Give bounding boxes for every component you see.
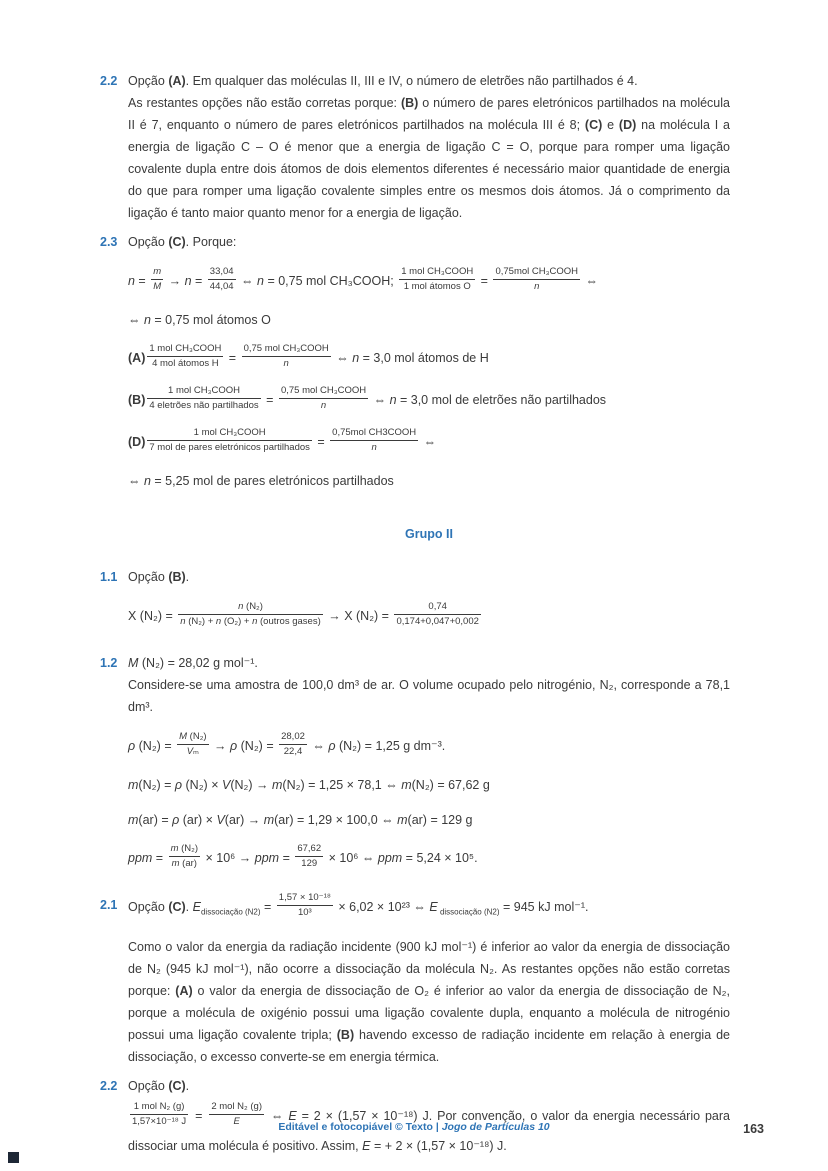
subscript-text: dissociação (N2) xyxy=(200,907,261,917)
italic-variable: n xyxy=(352,350,360,365)
italic-variable: ppm xyxy=(128,850,153,865)
italic-variable: n xyxy=(238,601,244,612)
section-heading: Grupo II xyxy=(405,527,453,541)
fraction-denominator: m (ar) xyxy=(171,858,197,869)
fraction-denominator xyxy=(330,441,418,454)
fraction-numerator: 1 mol N₂ (g) xyxy=(130,1101,188,1115)
paragraph: M (N₂) = 28,02 g mol⁻¹. xyxy=(128,656,258,670)
fraction-denominator: n (N₂) + n (O₂) + n (outros gases) xyxy=(180,616,321,627)
bold-text: (A) xyxy=(128,350,146,365)
italic-variable: n xyxy=(128,273,135,288)
bold-text: (A) xyxy=(168,74,186,88)
fraction xyxy=(169,843,200,870)
italic-variable: E xyxy=(192,899,201,914)
italic-variable: E xyxy=(288,1109,297,1123)
solution-item xyxy=(100,894,730,1068)
italic-variable: E xyxy=(429,899,438,914)
fraction-denominator: 4 mol átomos H xyxy=(152,358,219,369)
formula-line: n = $\frac{m}{M}$ → n = $\frac{33,04}{44,04}$ ⇔ n = 0,75 mol CH₃COOH; $\frac{\text{1 mol CH₃COOH}}{\text{1 mol átomos O}}$ = $\frac{\text{0,75mol CH₃COOH}}{n}$ ⇔ xyxy=(128,266,598,292)
fraction xyxy=(279,731,307,758)
fraction-numerator: M (N₂) xyxy=(177,731,208,745)
fraction-numerator: 1 mol CH₃COOH xyxy=(147,427,312,441)
bold-text: (D) xyxy=(128,434,146,449)
fraction-denominator: 44,04 xyxy=(209,281,234,292)
italic-variable: ppm xyxy=(377,850,403,865)
italic-variable: n xyxy=(215,616,222,627)
bold-text: (C) xyxy=(168,1079,186,1093)
bold-text: (B) xyxy=(336,1028,355,1042)
italic-variable: n xyxy=(252,616,258,627)
fraction-numerator: 0,75 mol CH₃COOH xyxy=(242,343,331,357)
italic-variable: ρ xyxy=(172,813,180,827)
formula-line: (B) $\frac{\text{1 mol CH₃COOH}}{\text{4 eletrões não partilhados}}$ = $\frac{\text{0,75 mol CH₃COOH}}{n}$ ⇔ n = 3,0 mol de eletrões não partilhados xyxy=(128,385,607,411)
fraction-denominator: 22,4 xyxy=(283,746,303,757)
formula-line-continuation: ⇔ n = 0,75 mol átomos O xyxy=(128,313,271,327)
fraction xyxy=(177,731,208,758)
fraction-numerator xyxy=(151,266,163,280)
bold-text: (C) xyxy=(168,235,186,249)
italic-variable: m xyxy=(271,778,283,792)
italic-variable: M xyxy=(153,281,162,292)
formula-line: Opção (C). $E_{dissociação (N2)}$ = $\frac{\text{1,57 × 10⁻¹⁸}}{\text{10³}}$ × 6,02 × 10²³ ⇔ E $_{dissociação (N2)}$ = 945 kJ mol⁻¹. xyxy=(128,892,589,918)
italic-variable: E xyxy=(233,1116,240,1128)
item-number: 2.2 xyxy=(100,1079,118,1093)
paragraph: Como o valor da energia da radiação incidente (900 kJ mol⁻¹) é inferior ao valor da energia de dissociação de N₂ (945 kJ mol⁻¹), não ocorre a dissociação da molécula N₂. As restantes opções não estão corretas porque: (A) o valor da energia de dissociação de O₂ é inferior ao valor da energia de dissociação de N₂, porque a molécula de oxigénio possui uma ligação covalente dupla, enquanto a molécula de nitrogénio possui uma ligação covalente tripla; (B) havendo excesso de radiação incidente em relação à energia de dissociação, o excesso converte-se em energia térmica. xyxy=(128,940,730,1064)
formula-line: ppm = $\frac{\text{m (N₂)}}{m (ar)}$ × 10⁶ → ppm = $\frac{67,62}{129}$ × 10⁶ ⇔ ppm = 5,24 × 10⁵. xyxy=(128,843,478,869)
fraction xyxy=(151,266,163,293)
fraction-numerator: 67,62 xyxy=(295,843,323,857)
italic-variable: n xyxy=(257,273,264,288)
subscript-text: dissociação (N2) xyxy=(437,907,500,917)
italic-variable: n xyxy=(371,442,377,453)
formula-line: X (N₂) = $\frac{\text{n (N₂)}}{\text{n (N₂) + n (O₂) + n (outros gases)}}$ → X (N₂) = $\frac{0,74}{0,174+0,047+0,002}$ xyxy=(128,601,479,627)
fraction-numerator: 1 mol CH₃COOH xyxy=(147,343,223,357)
bold-text: (A) xyxy=(175,984,193,998)
fraction xyxy=(493,266,580,293)
fraction-denominator: 1 mol átomos O xyxy=(403,281,471,292)
italic-variable: n xyxy=(143,474,151,488)
solution-item xyxy=(100,1075,730,1161)
italic-variable: m xyxy=(401,778,412,792)
page-number: 163 xyxy=(743,1122,764,1136)
fraction xyxy=(178,601,322,628)
italic-variable: n xyxy=(534,281,540,292)
fraction xyxy=(399,266,475,293)
bold-text: (B) xyxy=(168,570,186,584)
fraction xyxy=(295,843,323,870)
solution-item xyxy=(100,566,730,645)
bold-text: (C) xyxy=(168,899,186,914)
fraction-denominator xyxy=(242,357,331,370)
bold-text: (B) xyxy=(400,96,419,110)
solution-item xyxy=(100,70,730,224)
solution-item xyxy=(100,652,730,887)
content xyxy=(100,70,730,1168)
solution-item xyxy=(100,231,730,506)
item-number: 2.2 xyxy=(100,74,118,88)
fraction xyxy=(330,427,418,454)
footer-book-title: Jogo de Partículas 10 xyxy=(441,1121,550,1133)
fraction xyxy=(394,601,480,628)
page-corner-mark xyxy=(8,1152,19,1163)
item-number: 2.1 xyxy=(100,898,118,912)
item-body xyxy=(128,513,730,559)
fraction-numerator: 0,75mol CH3COOH xyxy=(330,427,418,441)
italic-variable: m xyxy=(397,813,408,827)
paragraph: Opção (C). Porque: xyxy=(128,235,237,249)
fraction-denominator xyxy=(151,280,163,293)
formula-line: ρ (N₂) = $\frac{\text{M (N₂)}}{\text{Vₘ}}$ → ρ (N₂) = $\frac{28,02}{22,4}$ ⇔ ρ (N₂) = 1,25 g dm⁻³. xyxy=(128,731,446,757)
fraction xyxy=(277,892,333,919)
fraction-numerator: n (N₂) xyxy=(178,601,322,615)
solution-item xyxy=(100,513,730,559)
fraction-numerator: 1 mol CH₃COOH xyxy=(147,385,260,399)
italic-variable: V xyxy=(221,778,231,792)
italic-variable: m xyxy=(171,858,180,869)
fraction-numerator: 2 mol N₂ (g) xyxy=(209,1101,264,1115)
fraction xyxy=(147,427,312,454)
fraction xyxy=(279,385,368,412)
italic-variable: m xyxy=(128,778,139,792)
paragraph: As restantes opções não estão corretas porque: (B) o número de pares eletrónicos partilhados na molécula II é 7, enquanto o número de pares eletrónicos partilhados na molécula III é 8; (C) e (D) na molécula I a energia de ligação C – O é menor que a energia de ligação C = O, porque para romper uma ligação covalente dupla entre dois átomos de dois elementos diferentes é necessário maior quantidade de energia do que para romper uma ligação covalente simples entre os mesmos dois átomos. Já o comprimento da ligação é tanto maior quanto menor for a energia de ligação. xyxy=(128,96,730,220)
italic-variable: V xyxy=(186,746,194,757)
fraction xyxy=(208,266,236,293)
italic-variable: n xyxy=(143,313,151,327)
bold-text: (B) xyxy=(128,392,146,407)
formula-paragraph: $\frac{\text{1 mol N₂ (g)}}{\text{1,57×10⁻¹⁸ J}}$ = $\frac{\text{2 mol N₂ (g)}}{E}$ ⇔ E = 2 × (1,57 × 10⁻¹⁸) J. Por convenção, o valor da energia necessário para dissociar uma molécula é positivo. Assim, E = + 2 × (1,57 × 10⁻¹⁸) J. xyxy=(128,1101,730,1153)
footer-text: Editável e fotocopiável © Texto | xyxy=(278,1121,442,1133)
fraction-numerator: 33,04 xyxy=(208,266,236,280)
italic-variable: n xyxy=(320,400,327,411)
fraction-denominator xyxy=(493,280,580,293)
item-body xyxy=(128,894,730,1068)
fraction-denominator: 10³ xyxy=(297,907,312,918)
fraction-denominator: 1,57×10⁻¹⁸ J xyxy=(132,1116,187,1128)
italic-variable: M xyxy=(179,731,188,742)
fraction-numerator: 0,75mol CH₃COOH xyxy=(493,266,580,280)
fraction-denominator: 0,174+0,047+0,002 xyxy=(396,616,479,627)
item-number: 2.3 xyxy=(100,235,118,249)
italic-variable: n xyxy=(184,273,192,288)
formula-line-continuation: ⇔ n = 5,25 mol de pares eletrónicos partilhados xyxy=(128,474,394,488)
fraction-denominator xyxy=(279,399,368,412)
bold-text: (C) xyxy=(584,118,603,132)
fraction-numerator: 28,02 xyxy=(279,731,307,745)
italic-variable: V xyxy=(216,813,225,827)
item-body xyxy=(128,70,730,224)
italic-variable: ρ xyxy=(174,778,183,792)
italic-variable: E xyxy=(362,1139,371,1153)
italic-variable: m xyxy=(153,266,162,277)
fraction xyxy=(242,343,331,370)
italic-variable: m xyxy=(128,813,139,827)
italic-variable: n xyxy=(389,392,397,407)
fraction-numerator: 1,57 × 10⁻¹⁸ xyxy=(277,892,333,906)
fraction-denominator: 4 eletrões não partilhados xyxy=(149,400,259,411)
fraction-numerator: 0,75 mol CH₃COOH xyxy=(279,385,368,399)
paragraph: Opção (C). xyxy=(128,1079,190,1093)
italic-variable: ρ xyxy=(230,738,238,753)
italic-variable: n xyxy=(283,358,289,369)
item-number: 1.2 xyxy=(100,656,118,670)
paragraph: Opção (B). xyxy=(128,570,190,584)
paragraph: Considere-se uma amostra de 100,0 dm³ de ar. O volume ocupado pelo nitrogénio, N₂, corresponde a 78,1 dm³. xyxy=(128,678,730,714)
bold-text: (D) xyxy=(618,118,637,132)
page-footer xyxy=(0,1121,828,1133)
italic-variable: m xyxy=(170,843,179,854)
italic-variable: ρ xyxy=(328,738,336,753)
italic-variable: M xyxy=(128,656,139,670)
italic-variable: ρ xyxy=(128,738,136,753)
formula-line: m(N₂) = ρ (N₂) × V(N₂) → m(N₂) = 1,25 × 78,1 ⇔ m(N₂) = 67,62 g xyxy=(128,778,490,792)
fraction xyxy=(147,343,223,370)
formula-line: (D) $\frac{\text{1 mol CH₃COOH}}{\text{7 mol de pares eletrónicos partilhados}}$ = $\frac{\text{0,75mol CH3COOH}}{n}$ ⇔ xyxy=(128,427,437,453)
item-body xyxy=(128,652,730,887)
formula-line: m(ar) = ρ (ar) × V(ar) → m(ar) = 1,29 × 100,0 ⇔ m(ar) = 129 g xyxy=(128,813,473,827)
italic-variable: ppm xyxy=(254,850,280,865)
fraction xyxy=(147,385,260,412)
fraction-numerator: 0,74 xyxy=(394,601,480,615)
item-number: 1.1 xyxy=(100,570,118,584)
fraction-numerator: m (N₂) xyxy=(169,843,200,857)
fraction-denominator: 129 xyxy=(301,858,318,869)
formula-line: (A) $\frac{\text{1 mol CH₃COOH}}{\text{4 mol átomos H}}$ = $\frac{\text{0,75 mol CH₃COOH}}{n}$ ⇔ n = 3,0 mol átomos de H xyxy=(128,343,489,369)
item-body xyxy=(128,566,730,645)
fraction-numerator: 1 mol CH₃COOH xyxy=(399,266,475,280)
fraction-denominator: Vₘ xyxy=(186,746,199,757)
item-body xyxy=(128,231,730,506)
italic-variable: n xyxy=(180,616,186,627)
paragraph: Opção (A). Em qualquer das moléculas II, III e IV, o número de eletrões não partilhados é 4. xyxy=(128,74,638,88)
item-body xyxy=(128,1075,730,1161)
fraction-denominator: 7 mol de pares eletrónicos partilhados xyxy=(149,442,310,453)
italic-variable: m xyxy=(263,813,275,827)
